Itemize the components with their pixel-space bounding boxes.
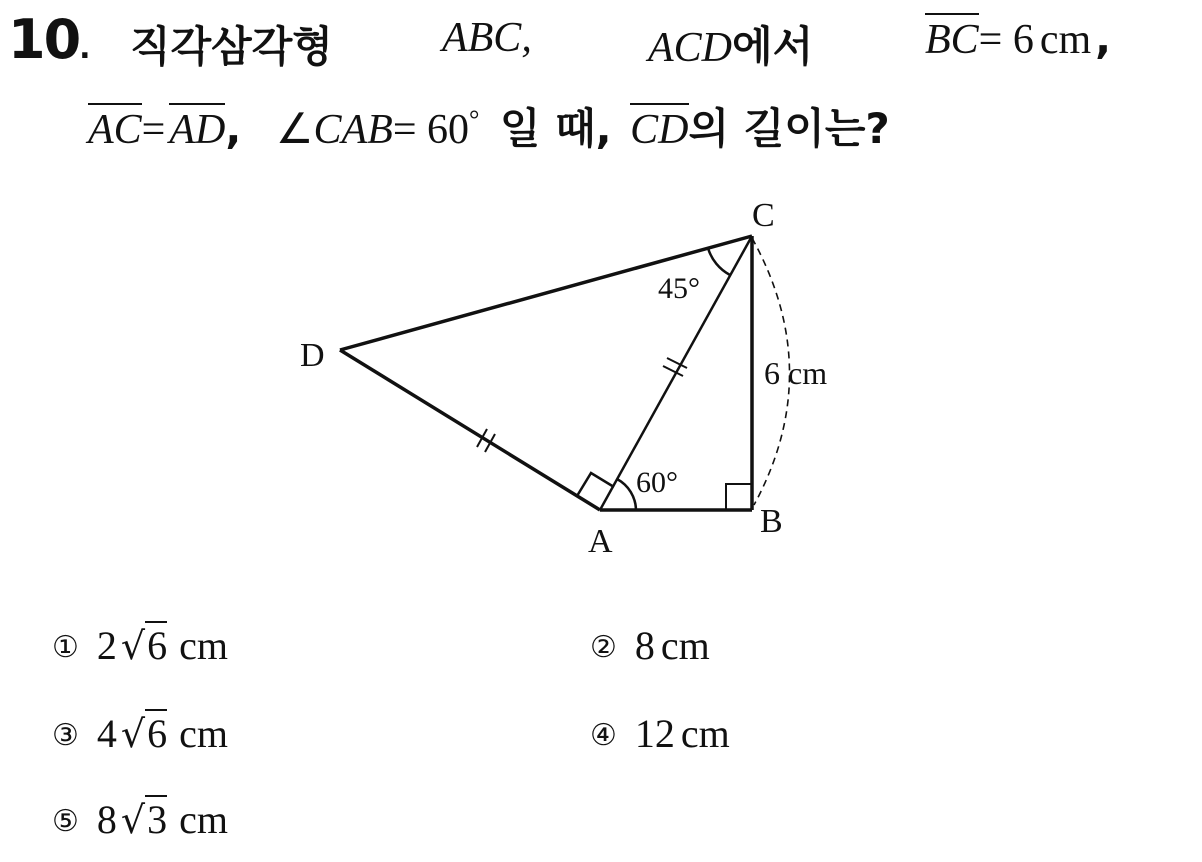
choice-2-value: 8 [634,623,655,668]
angle-cab: CAB [313,107,393,153]
choice-5[interactable] [52,796,228,843]
vertex-b-label: B [760,503,783,540]
question-number-dot: . [79,31,89,66]
segment-bc: BC [925,13,979,63]
choice-4-value: 12 [634,711,675,756]
text-when: 일 때, [499,104,612,153]
text-right-triangle: 직각삼각형 [130,22,333,71]
choice-2[interactable] [590,622,710,669]
vertex-d-label: D [300,337,325,374]
angle-c-label: 45° [658,272,700,305]
angle-value: = 60 [392,107,469,153]
bc-unit: cm [1039,17,1092,63]
bc-equals: = 6 [978,17,1034,63]
choice-1[interactable] [52,622,228,669]
segment-ad: AD [169,103,225,153]
choice-3-unit: cm [179,711,228,756]
triangle-abc: ABC, [442,15,532,61]
choice-3-coef: 4 [96,711,117,756]
bc-length-label: 6 cm [764,355,828,391]
sqrt-symbol: √6 [120,623,168,668]
choice-3[interactable] [52,710,228,757]
side-da [340,350,600,510]
choice-5-coef: 8 [96,797,117,842]
text-length-question: 의 길이는? [688,104,890,153]
vertex-a-label: A [588,523,613,560]
choice-1-radicand: 6 [147,623,168,668]
triangle-acd: ACD [648,25,732,71]
choice-1-unit: cm [179,623,228,668]
choice-5-radicand: 3 [147,797,168,842]
angle-a-label: 60° [636,466,678,499]
choice-1-coef: 2 [96,623,117,668]
angle-symbol: ∠ [275,107,314,153]
choice-5-mark: ⑤ [52,804,79,839]
segment-ac: AC [88,103,142,153]
sqrt-symbol: √6 [120,711,168,756]
choice-4[interactable] [590,710,730,757]
segment-cd: CD [630,103,688,153]
angle-arc-a [617,479,636,510]
angle-arc-c [708,248,730,275]
choice-4-mark: ④ [590,718,617,753]
degree-sign: ° [469,105,480,134]
choice-1-mark: ① [52,630,79,665]
choice-5-unit: cm [179,797,228,842]
choice-4-unit: cm [680,711,730,756]
text-eseo: 에서 [732,22,814,71]
right-angle-mark-b [726,484,752,510]
comma: , [225,104,242,153]
choice-3-radicand: 6 [147,711,168,756]
comma: , [1095,14,1112,63]
question-number-text: 10 [8,8,80,71]
vertex-c-label: C [752,197,775,234]
choice-2-mark: ② [590,630,617,665]
sqrt-symbol: √3 [120,797,168,842]
choice-3-mark: ③ [52,718,79,753]
choice-2-unit: cm [660,623,710,668]
equals-sign: = [141,107,166,153]
